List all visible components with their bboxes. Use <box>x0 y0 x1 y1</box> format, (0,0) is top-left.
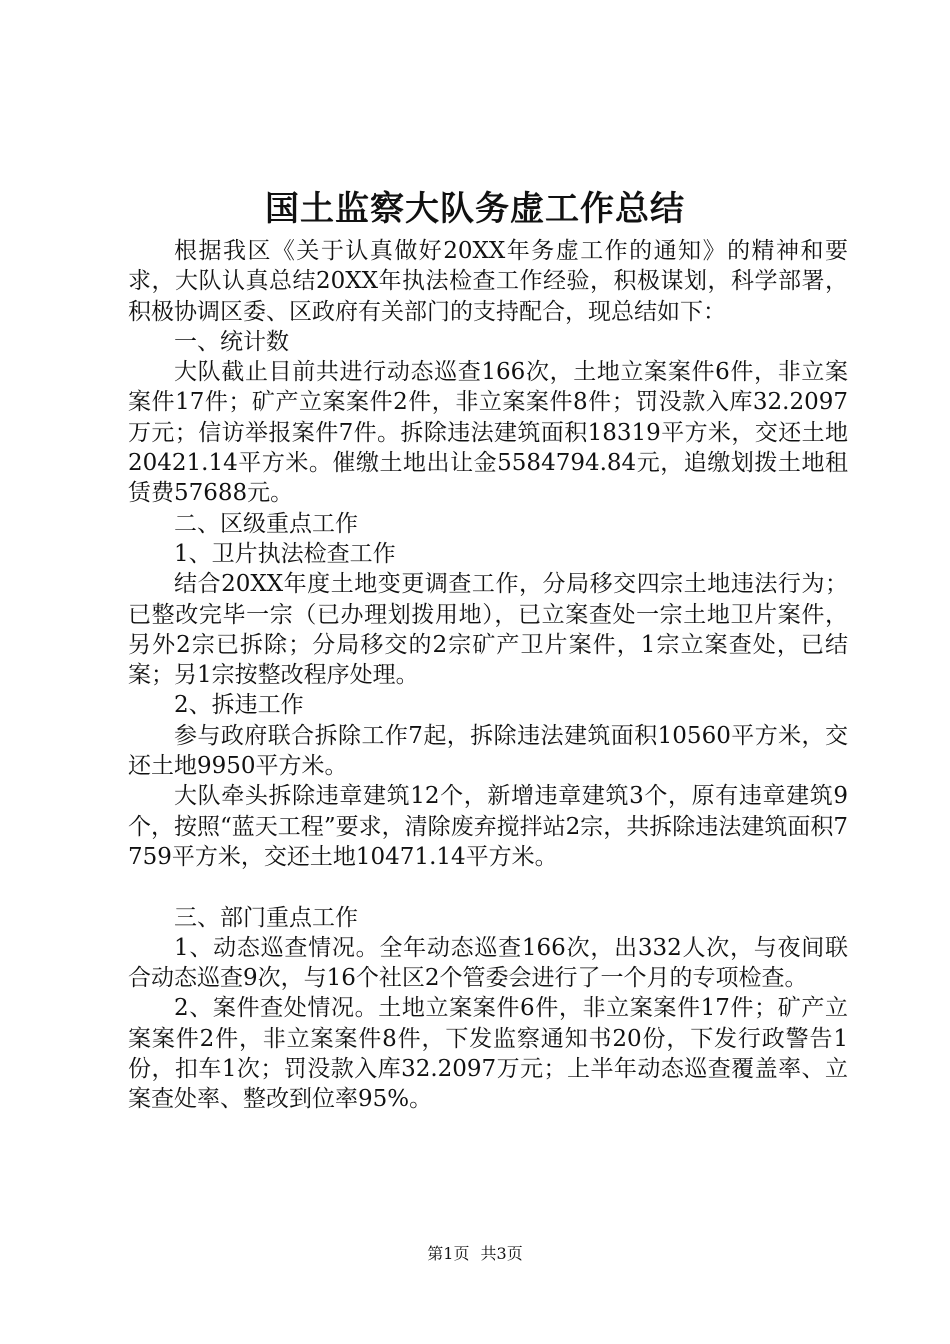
paragraph-intro: 根据我区《关于认真做好20XX年务虚工作的通知》的精神和要求，大队认真总结20XX年执法检查工作经验，积极谋划，科学部署，积极协调区委、区政府有关部门的支持配合，现总结如下： <box>128 238 848 325</box>
subsection-heading-demolition: 2、拆违工作 <box>174 692 304 719</box>
document-body <box>128 236 848 1115</box>
section-heading-statistics: 一、统计数 <box>174 328 289 355</box>
paragraph-patrol: 1、动态巡查情况。全年动态巡查166次，出332人次，与夜间联合动态巡查9次，与16个社区2个管委会进行了一个月的专项检查。 <box>128 934 848 992</box>
paragraph-joint-demolition: 参与政府联合拆除工作7起，拆除违法建筑面积10560平方米，交还土地9950平方米。 <box>128 722 848 780</box>
section-heading-district-work: 二、区级重点工作 <box>174 510 358 537</box>
section-heading-department-work: 三、部门重点工作 <box>174 904 358 931</box>
paragraph-case-handling: 2、案件查处情况。土地立案案件6件，非立案案件17件；矿产立案案件2件，非立案案件8件，下发监察通知书20份，下发行政警告1份，扣车1次；罚没款入库32.2097万元；上半年动态巡查覆盖率、立案查处率、整改到位率95%。 <box>128 995 848 1113</box>
paragraph-statistics: 大队截止目前共进行动态巡查166次，土地立案案件6件，非立案案件17件；矿产立案案件2件，非立案案件8件；罚没款入库32.2097万元；信访举报案件7件。拆除违法建筑面积18319平方米，交还土地20421.14平方米。催缴土地出让金5584794.84元，追缴划拨土地租赁费57688元。 <box>128 359 848 507</box>
subsection-heading-satellite: 1、卫片执法检查工作 <box>174 540 396 567</box>
document-title: 国土监察大队务虚工作总结 <box>265 189 685 229</box>
page-total: 共3页 <box>480 1244 523 1263</box>
blank-line <box>128 872 848 902</box>
paragraph-team-demolition: 大队牵头拆除违章建筑12个，新增违章建筑3个，原有违章建筑9个，按照“蓝天工程”要求，清除废弃搅拌站2宗，共拆除违法建筑面积7759平方米，交还土地10471.14平方米。 <box>128 783 848 870</box>
page-number: 第1页 <box>427 1244 470 1263</box>
page-footer <box>0 1242 950 1266</box>
paragraph-satellite: 结合20XX年度土地变更调查工作，分局移交四宗土地违法行为；已整改完毕一宗（已办理划拨用地），已立案查处一宗土地卫片案件，另外2宗已拆除；分局移交的2宗矿产卫片案件，1宗立案查处，已结案；另1宗按整改程序处理。 <box>128 571 848 689</box>
